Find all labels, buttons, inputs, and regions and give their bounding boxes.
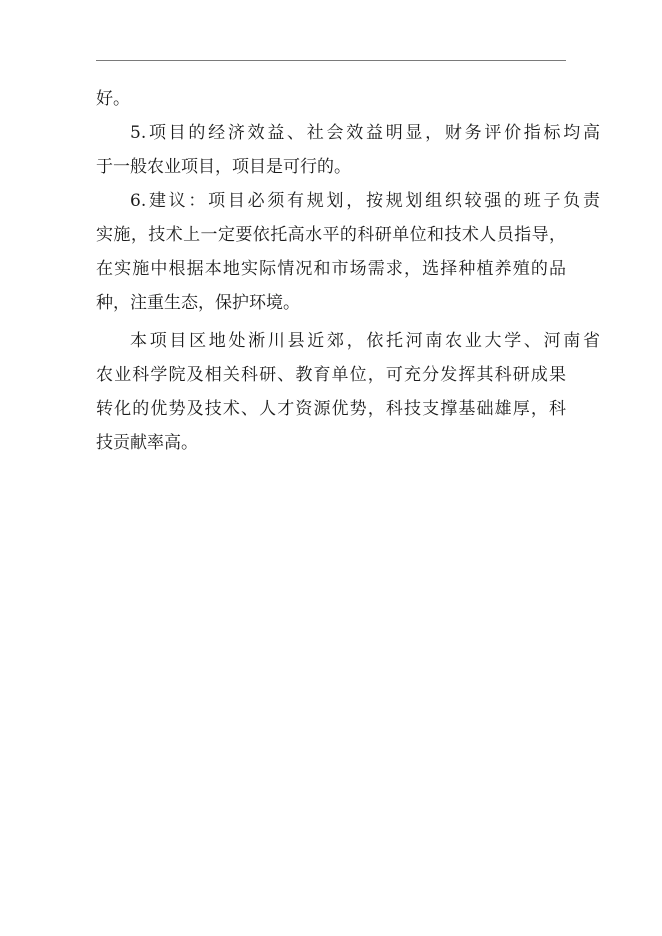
paragraph-5-line-2: 于一般农业项目，项目是可行的。 bbox=[96, 157, 351, 177]
paragraph-5-line-1: 5.项目的经济效益、社会效益明显，财务评价指标均高 bbox=[130, 123, 600, 143]
paragraph-6-line-1: 6.建议：项目必须有规划，按规划组织较强的班子负责 bbox=[130, 191, 600, 211]
paragraph-7-line-3: 转化的优势及技术、人才资源优势，科技支撑基础雄厚，科 bbox=[96, 399, 566, 419]
paragraph-continuation-line: 好。 bbox=[96, 89, 130, 109]
paragraph-6-line-3: 在实施中根据本地实际情况和市场需求，选择种植养殖的品 bbox=[96, 259, 566, 279]
paragraph-6-line-4: 种，注重生态，保护环境。 bbox=[96, 293, 300, 313]
paragraph-7-line-2: 农业科学院及相关科研、教育单位，可充分发挥其科研成果 bbox=[96, 365, 566, 385]
paragraph-7-line-4: 技贡献率高。 bbox=[96, 433, 198, 453]
paragraph-7-line-1: 本项目区地处淅川县近郊，依托河南农业大学、河南省 bbox=[130, 331, 600, 351]
header-rule bbox=[96, 60, 566, 61]
paragraph-6-line-2: 实施，技术上一定要依托高水平的科研单位和技术人员指导， bbox=[96, 225, 566, 245]
